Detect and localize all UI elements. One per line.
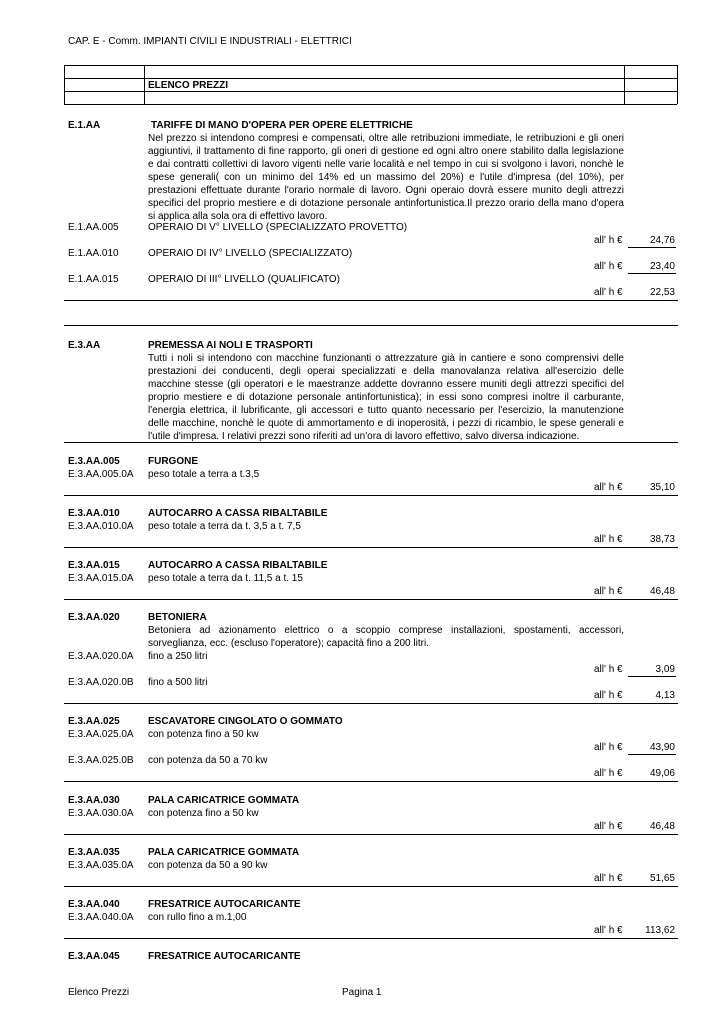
item-unit: all' h € bbox=[594, 821, 623, 832]
group-divider bbox=[64, 599, 678, 600]
item-code: E.3.AA.015.0A bbox=[68, 573, 134, 584]
item-code: E.3.AA.020.0A bbox=[68, 651, 134, 662]
item-price: 46,48 bbox=[649, 821, 675, 832]
group-code: E.3.AA.035 bbox=[68, 847, 120, 858]
item-price: 113,62 bbox=[645, 925, 675, 936]
group-divider bbox=[64, 547, 678, 548]
item-code: E.1.AA.005 bbox=[68, 222, 119, 233]
table-border bbox=[64, 65, 65, 104]
item-unit: all' h € bbox=[594, 690, 623, 701]
group-code: E.3.AA.040 bbox=[68, 899, 120, 910]
price-underline bbox=[628, 247, 676, 248]
item-price: 23,40 bbox=[649, 261, 675, 272]
item-code: E.3.AA.025.0A bbox=[68, 729, 134, 740]
item-description: OPERAIO DI IV° LIVELLO (SPECIALIZZATO) bbox=[148, 248, 353, 259]
section-divider bbox=[64, 300, 678, 301]
group-title: AUTOCARRO A CASSA RIBALTABILE bbox=[148, 560, 328, 571]
table-title: ELENCO PREZZI bbox=[148, 80, 229, 91]
item-code: E.1.AA.015 bbox=[68, 274, 119, 285]
item-description: con potenza fino a 50 kw bbox=[148, 729, 259, 740]
group-title: ESCAVATORE CINGOLATO O GOMMATO bbox=[148, 716, 343, 727]
item-unit: all' h € bbox=[594, 287, 623, 298]
item-code: E.1.AA.010 bbox=[68, 248, 119, 259]
item-code: E.3.AA.030.0A bbox=[68, 808, 134, 819]
item-description: con rullo fino a m.1,00 bbox=[148, 912, 247, 923]
item-description: fino a 500 litri bbox=[148, 677, 208, 688]
group-divider bbox=[64, 703, 678, 704]
item-description: peso totale a terra da t. 11,5 a t. 15 bbox=[148, 573, 303, 584]
item-description: OPERAIO DI V° LIVELLO (SPECIALIZZATO PROVETTO) bbox=[148, 222, 408, 233]
item-price: 49,06 bbox=[649, 768, 675, 779]
table-border bbox=[677, 65, 678, 104]
group-title: PALA CARICATRICE GOMMATA bbox=[148, 847, 300, 858]
section-description: Nel prezzo si intendono compresi e compensati, oltre alle retribuzioni immediate, le retribuzioni e gli oneri aggiuntivi, il trattamento di fine rapporto, gli oneri di gestione ed ogni altro onere stabilito dalla legislazione e dai contratti collettivi di lavoro vigenti nelle varie località e nel tempo in cui si svolgono i lavori, nonchè le spese generali( con un minimo del 14% ed un massimo del 20%) e l'utile d'impresa (del 10%), per prestazioni effettuate durante l'orario normale di lavoro. Ogni operaio dovrà essere munito degli attrezzi specifici del proprio mestiere e di dotazione personale antinfortunistica.Il prezzo orario della mano d'opera si applica alla sola ora di effettivo lavoro. bbox=[148, 133, 624, 222]
item-unit: all' h € bbox=[594, 534, 623, 545]
item-description: con potenza da 50 a 70 kw bbox=[148, 755, 268, 766]
item-code: E.3.AA.040.0A bbox=[68, 912, 134, 923]
item-unit: all' h € bbox=[594, 586, 623, 597]
page-header: CAP. E - Comm. IMPIANTI CIVILI E INDUSTRIALI - ELETTRICI bbox=[68, 36, 352, 47]
table-border bbox=[144, 65, 145, 104]
item-code: E.3.AA.035.0A bbox=[68, 860, 134, 871]
item-code: E.3.AA.025.0B bbox=[68, 755, 134, 766]
table-border bbox=[64, 78, 677, 79]
section-divider bbox=[64, 325, 678, 326]
item-price: 43,90 bbox=[649, 742, 675, 753]
item-description: peso totale a terra da t. 3,5 a t. 7,5 bbox=[148, 521, 301, 532]
item-code: E.3.AA.010.0A bbox=[68, 521, 134, 532]
table-border-top bbox=[64, 65, 677, 66]
item-description: peso totale a terra a t.3,5 bbox=[148, 469, 260, 480]
item-unit: all' h € bbox=[594, 482, 623, 493]
item-unit: all' h € bbox=[594, 925, 623, 936]
group-code: E.3.AA.020 bbox=[68, 612, 120, 623]
price-underline bbox=[628, 754, 676, 755]
page-footer-left: Elenco Prezzi bbox=[68, 987, 130, 998]
group-title: BETONIERA bbox=[148, 612, 207, 623]
item-code: E.3.AA.005.0A bbox=[68, 469, 134, 480]
group-divider bbox=[64, 886, 678, 887]
group-divider bbox=[64, 834, 678, 835]
section-title: PREMESSA AI NOLI E TRASPORTI bbox=[148, 340, 313, 351]
item-unit: all' h € bbox=[594, 261, 623, 272]
item-description: fino a 250 litri bbox=[148, 651, 208, 662]
group-title: PALA CARICATRICE GOMMATA bbox=[148, 795, 300, 806]
price-underline bbox=[628, 273, 676, 274]
group-divider bbox=[64, 495, 678, 496]
item-price: 4,13 bbox=[655, 690, 675, 701]
item-unit: all' h € bbox=[594, 235, 623, 246]
table-border bbox=[64, 91, 677, 92]
item-price: 51,65 bbox=[649, 873, 675, 884]
page-number: Pagina 1 bbox=[342, 987, 382, 998]
item-unit: all' h € bbox=[594, 742, 623, 753]
item-description: con potenza da 50 a 90 kw bbox=[148, 860, 268, 871]
group-title: FRESATRICE AUTOCARICANTE bbox=[148, 899, 301, 910]
item-price: 3,09 bbox=[655, 664, 675, 675]
item-price: 24,76 bbox=[649, 235, 675, 246]
group-divider bbox=[64, 781, 678, 782]
item-description: con potenza fino a 50 kw bbox=[148, 808, 259, 819]
group-title: FURGONE bbox=[148, 456, 198, 467]
section-description: Tutti i noli si intendono con macchine funzionanti o attrezzature già in cantiere e sono comprensivi delle prestazioni dei conducenti, degli operai specializzati e della manovalanza relativa all'esercizio delle macchine stesse (gli operatori e le maestranze addette dovranno essere muniti degli attrezzi specifici del proprio mestiere e di dotazione personale antinfortunistica); in essi sono compresi inoltre il carburante, l'energia elettrica, il lubrificante, gli accessori e tutto quanto necessario per l'esercizio, la manutenzione delle macchine, nonchè le quote di ammortamento e di inoperosità, i pezzi di ricambio, le spese generali e l'utile d'impresa. I relativi prezzi sono riferiti ad un'ora di lavoro effettivo, salvo diversa indicazione. bbox=[148, 353, 624, 442]
item-price: 46,48 bbox=[649, 586, 675, 597]
item-unit: all' h € bbox=[594, 664, 623, 675]
table-border-bottom bbox=[64, 104, 677, 105]
group-code: E.3.AA.005 bbox=[68, 456, 120, 467]
section-title: TARIFFE DI MANO D'OPERA PER OPERE ELETTRICHE bbox=[151, 120, 413, 131]
group-code: E.3.AA.025 bbox=[68, 716, 120, 727]
item-unit: all' h € bbox=[594, 873, 623, 884]
item-description: OPERAIO DI III° LIVELLO (QUALIFICATO) bbox=[148, 274, 341, 285]
section-code: E.3.AA bbox=[68, 340, 101, 351]
group-divider bbox=[64, 938, 678, 939]
item-price: 22,53 bbox=[649, 287, 675, 298]
group-code: E.3.AA.030 bbox=[68, 795, 120, 806]
group-note: Betoniera ad azionamento elettrico o a scoppio comprese installazioni, spostamenti, accessori, sorveglianza, ecc. (escluso l'operatore); capacità fino a 200 litri. bbox=[148, 625, 624, 649]
group-code: E.3.AA.045 bbox=[68, 951, 120, 962]
group-code: E.3.AA.010 bbox=[68, 508, 120, 519]
item-price: 35,10 bbox=[649, 482, 675, 493]
table-border bbox=[624, 65, 625, 104]
group-code: E.3.AA.015 bbox=[68, 560, 120, 571]
group-title: AUTOCARRO A CASSA RIBALTABILE bbox=[148, 508, 328, 519]
section-divider bbox=[64, 442, 678, 443]
price-underline bbox=[628, 676, 676, 677]
item-code: E.3.AA.020.0B bbox=[68, 677, 134, 688]
group-title: FRESATRICE AUTOCARICANTE bbox=[148, 951, 301, 962]
section-code: E.1.AA bbox=[68, 120, 101, 131]
item-unit: all' h € bbox=[594, 768, 623, 779]
item-price: 38,73 bbox=[649, 534, 675, 545]
